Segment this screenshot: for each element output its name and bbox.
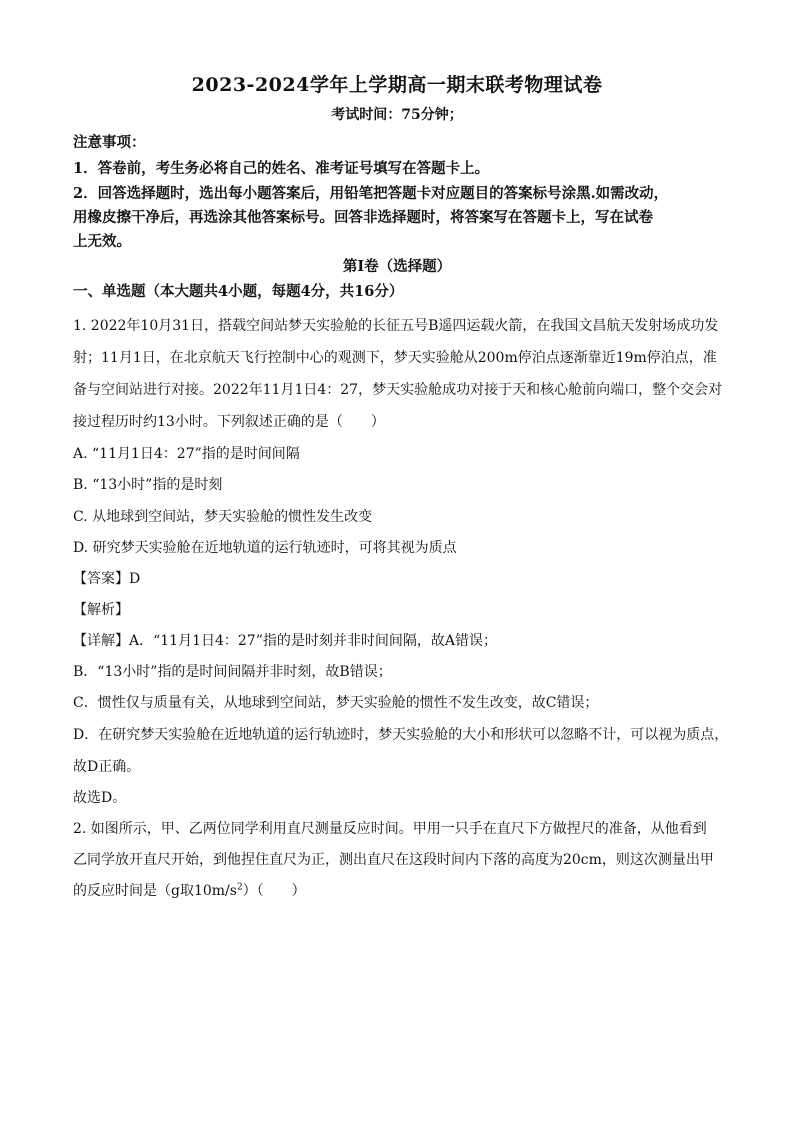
- notice-item-1: 1．答卷前，考生务必将自己的姓名、准考证号填写在答题卡上。: [73, 160, 490, 177]
- question-1-line-1: 1. 2022年10月31日，搭载空间站梦天实验舱的长征五号B遥四运载火箭，在我国文昌航天发射场成功发: [73, 318, 719, 334]
- question-2-line-3-text: 的反应时间是（g取10m/s: [73, 883, 237, 899]
- notice-item-2-line-3: 上无效。: [73, 233, 131, 250]
- analysis-label: 【解析】: [73, 602, 129, 618]
- question-1-line-2: 射；11月1日，在北京航天飞行控制中心的观测下，梦天实验舱从200m停泊点逐渐靠近19m停泊点，准: [73, 350, 717, 366]
- option-c: C. 从地球到空间站，梦天实验舱的惯性发生改变: [73, 509, 373, 525]
- answer-label: 【答案】D: [73, 571, 141, 587]
- option-b: B. “13小时”指的是时刻: [73, 477, 223, 493]
- superscript-2: 2: [236, 882, 243, 893]
- section-title: 一、单选题（本大题共4小题，每题4分，共16分）: [73, 283, 404, 300]
- detail-a: 【详解】A．“11月1日4：27”指的是时刻并非时间间隔，故A错误；: [73, 633, 497, 649]
- exam-time: 考试时间：75分钟；: [331, 107, 463, 123]
- option-d: D. 研究梦天实验舱在近地轨道的运行轨迹时，可将其视为质点: [73, 540, 457, 556]
- question-2-line-3-end: ）（ ）: [242, 883, 306, 899]
- notice-item-2-line-1: 2．回答选择题时，选出每小题答案后，用铅笔把答题卡对应题目的答案标号涂黑.如需改动，: [73, 185, 669, 202]
- detail-d-line-1: D．在研究梦天实验舱在近地轨道的运行轨迹时，梦天实验舱的大小和形状可以忽略不计，可以视为质点，: [73, 727, 729, 743]
- question-1-line-3: 备与空间站进行对接。2022年11月1日4：27，梦天实验舱成功对接于天和核心舱前向端口，整个交会对: [73, 382, 723, 398]
- question-2-line-2: 乙同学放开直尺开始，到他捏住直尺为正，测出直尺在这段时间内下落的高度为20cm，则这次测量出甲: [73, 852, 714, 868]
- question-2-line-3: [73, 880, 306, 900]
- detail-c: C．惯性仅与质量有关，从地球到空间站，梦天实验舱的惯性不发生改变，故C错误；: [73, 695, 599, 711]
- question-2-line-1: 2. 如图所示，甲、乙两位同学利用直尺测量反应时间。甲用一只手在直尺下方做捏尺的准备，从他看到: [73, 821, 707, 837]
- volume-title: 第Ⅰ卷（选择题）: [342, 258, 452, 275]
- exam-title: 2023-2024学年上学期高一期末联考物理试卷: [191, 74, 603, 96]
- notice-heading: 注意事项：: [73, 134, 146, 151]
- notice-item-2-line-2: 用橡皮擦干净后，再选涂其他答案标号。回答非选择题时，将答案写在答题卡上，写在试卷: [73, 209, 653, 226]
- detail-b: B．“13小时”指的是时间间隔并非时刻，故B错误；: [73, 664, 392, 680]
- detail-d-line-2: 故D正确。: [73, 759, 141, 775]
- question-1-line-4: 接过程历时约13小时。下列叙述正确的是（ ）: [73, 414, 385, 430]
- option-a: A. “11月1日4：27”指的是时间间隔: [73, 446, 300, 462]
- conclusion: 故选D。: [73, 790, 127, 806]
